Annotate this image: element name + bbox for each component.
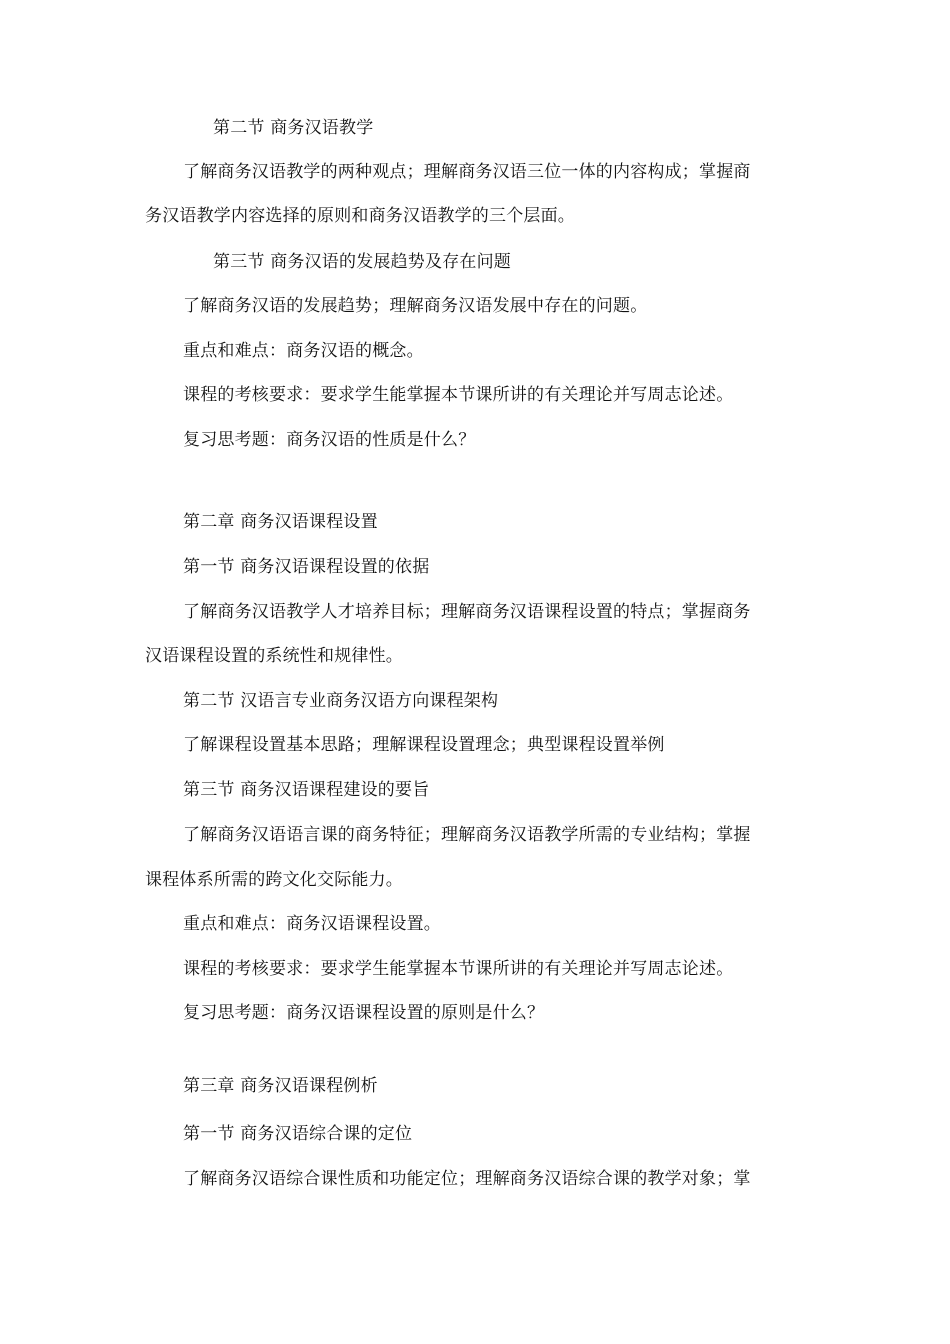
paragraph-line: 了解商务汉语综合课性质和功能定位；理解商务汉语综合课的教学对象；掌	[183, 1169, 751, 1189]
key-points: 重点和难点：商务汉语的概念。	[183, 341, 424, 361]
paragraph-line: 了解课程设置基本思路；理解课程设置理念；典型课程设置举例	[183, 735, 665, 755]
section-heading: 第二节 商务汉语教学	[213, 118, 374, 138]
paragraph-line: 了解商务汉语教学人才培养目标；理解商务汉语课程设置的特点；掌握商务	[183, 602, 751, 622]
section-heading: 第二节 汉语言专业商务汉语方向课程架构	[183, 691, 499, 711]
assessment-requirement: 课程的考核要求：要求学生能掌握本节课所讲的有关理论并写周志论述。	[183, 959, 734, 979]
section-heading: 第一节 商务汉语课程设置的依据	[183, 557, 430, 577]
chapter-heading: 第三章 商务汉语课程例析	[183, 1076, 378, 1096]
section-heading: 第三节 商务汉语课程建设的要旨	[183, 780, 430, 800]
chapter-heading: 第二章 商务汉语课程设置	[183, 512, 378, 532]
review-question: 复习思考题：商务汉语的性质是什么？	[183, 430, 476, 450]
key-points: 重点和难点：商务汉语课程设置。	[183, 914, 441, 934]
paragraph-line: 了解商务汉语的发展趋势；理解商务汉语发展中存在的问题。	[183, 296, 648, 316]
section-heading: 第一节 商务汉语综合课的定位	[183, 1124, 413, 1144]
paragraph-line: 务汉语教学内容选择的原则和商务汉语教学的三个层面。	[145, 206, 575, 226]
paragraph-line: 了解商务汉语语言课的商务特征；理解商务汉语教学所需的专业结构；掌握	[183, 825, 751, 845]
review-question: 复习思考题：商务汉语课程设置的原则是什么？	[183, 1003, 545, 1023]
paragraph-line: 了解商务汉语教学的两种观点；理解商务汉语三位一体的内容构成；掌握商	[183, 162, 751, 182]
section-heading: 第三节 商务汉语的发展趋势及存在问题	[213, 252, 512, 272]
paragraph-line: 课程体系所需的跨文化交际能力。	[145, 870, 403, 890]
assessment-requirement: 课程的考核要求：要求学生能掌握本节课所讲的有关理论并写周志论述。	[183, 385, 734, 405]
paragraph-line: 汉语课程设置的系统性和规律性。	[145, 646, 403, 666]
